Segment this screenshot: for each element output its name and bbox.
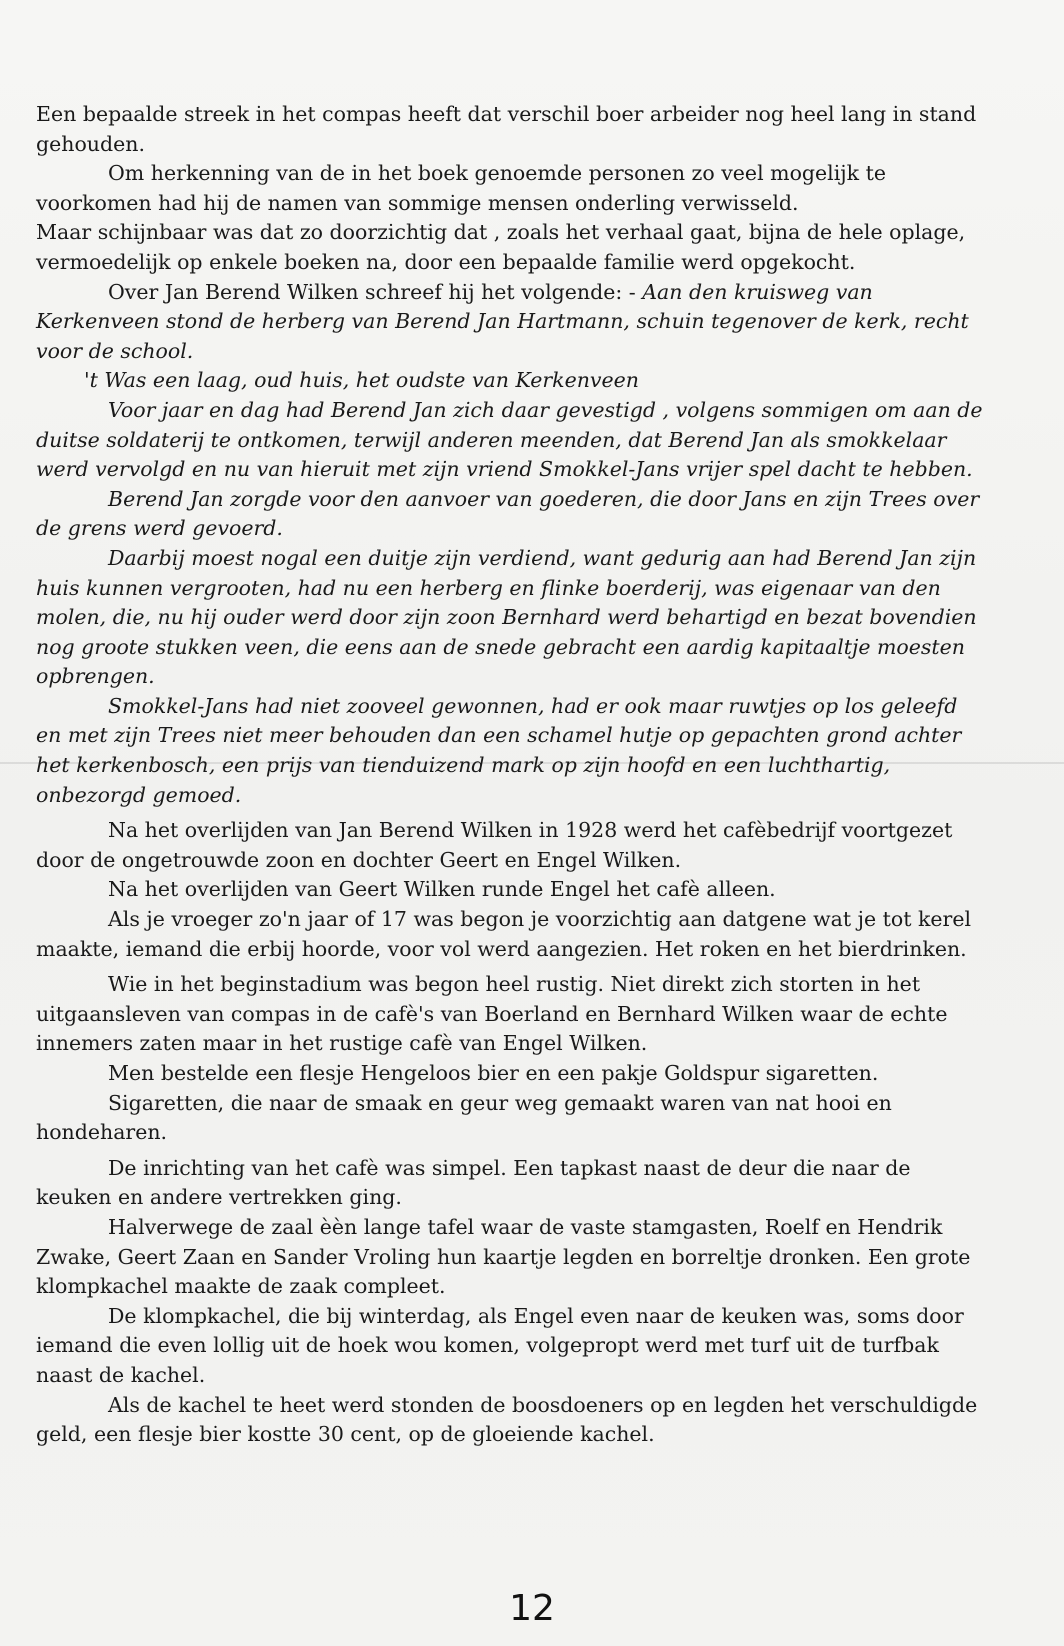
quote-text: Aan den kruisweg van Kerkenveen stond de herberg van Berend Jan Hartmann, schuin tegenover de kerk, recht voor de school. [36, 279, 969, 363]
paragraph: Als de kachel te heet werd stonden de boosdoeners op en legden het verschuldigde geld, een flesje bier kostte 30 cent, op de gloeiende kachel. [36, 1392, 978, 1447]
paragraph: Sigaretten, die naar de smaak en geur weg gemaakt waren van nat hooi en hondeharen. [36, 1090, 892, 1145]
paragraph-quote-intro [36, 278, 986, 367]
paragraph: De klompkachel, die bij winterdag, als Engel even naar de keuken was, soms door iemand die even lollig uit de hoek wou komen, volgepropt werd met turf uit de turfbak naast de kachel. [36, 1303, 964, 1387]
paragraph: De inrichting van het cafè was simpel. Een tapkast naast de deur die naar de keuken en andere vertrekken ging. [36, 1155, 911, 1210]
quote-paragraph: 't Was een laag, oud huis, het oudste van Kerkenveen [84, 368, 639, 393]
quote-paragraph: Voor jaar en dag had Berend Jan zich daar gevestigd , volgens sommigen om aan de duitse soldaterij te ontkomen, terwijl anderen meenden, dat Berend Jan als smokkelaar werd vervolgd en nu van hieruit met zijn vriend Smokkel-Jans vrijer spel dacht te hebben. [36, 397, 983, 482]
paragraph: Na het overlijden van Geert Wilken runde Engel het cafè alleen. [108, 877, 776, 902]
body-text [36, 100, 986, 1450]
paragraph: Om herkenning van de in het boek genoemde personen zo veel mogelijk te voorkomen had hij de namen van sommige mensen onderling verwisseld. [36, 161, 886, 215]
quote-paragraph: Berend Jan zorgde voor den aanvoer van goederen, die door Jans en zijn Trees over de grens werd gevoerd. [36, 486, 980, 541]
paragraph: Wie in het beginstadium was begon heel rustig. Niet direkt zich storten in het uitgaansleven van compas in de cafè's van Boerland en Bernhard Wilken waar de echte innemers zaten maar in het rustige cafè van Engel Wilken. [36, 972, 948, 1056]
quote-intro: Over Jan Berend Wilken schreef hij het volgende: - [108, 279, 643, 304]
quote-paragraph: Daarbij moest nogal een duitje zijn verdiend, want gedurig aan had Berend Jan zijn huis kunnen vergrooten, had nu een herberg en flinke boerderij, was eigenaar van den molen, die, nu hij ouder werd door zijn zoon Bernhard werd behartigd en bezat bovendien nog groote stukken veen, die eens aan de snede gebracht een aardig kapitaaltje moesten opbrengen. [36, 545, 977, 689]
paragraph: Maar schijnbaar was dat zo doorzichtig dat , zoals het verhaal gaat, bijna de hele oplage, vermoedelijk op enkele boeken na, door een bepaalde familie werd opgekocht. [36, 220, 966, 274]
paragraph: Men bestelde een flesje Hengeloos bier en een pakje Goldspur sigaretten. [108, 1061, 879, 1085]
page-number: 12 [509, 1588, 555, 1629]
paragraph: Als je vroeger zo'n jaar of 17 was begon je voorzichtig aan datgene wat je tot kerel maakte, iemand die erbij hoorde, voor vol werd aangezien. Het roken en het bierdrinken. [36, 907, 972, 961]
paragraph: Een bepaalde streek in het compas heeft dat verschil boer arbeider nog heel lang in stand gehouden. [36, 102, 977, 156]
paragraph: Halverwege de zaal èèn lange tafel waar de vaste stamgasten, Roelf en Hendrik Zwake, Geert Zaan en Sander Vroling hun kaartje legden en borreltje dronken. Een grote klompkachel maakte de zaak compleet. [36, 1214, 971, 1299]
paragraph: Na het overlijden van Jan Berend Wilken in 1928 werd het cafèbedrijf voortgezet door de ongetrouwde zoon en dochter Geert en Engel Wilken. [36, 818, 953, 872]
quote-paragraph: Smokkel-Jans had niet zooveel gewonnen, had er ook maar ruwtjes op los geleefd en met zijn Trees niet meer behouden dan een schamel hutje op gepachten grond achter het kerkenbosch, een prijs van tienduizend mark op zijn hoofd en een luchthartig, onbezorgd gemoed. [36, 693, 962, 807]
